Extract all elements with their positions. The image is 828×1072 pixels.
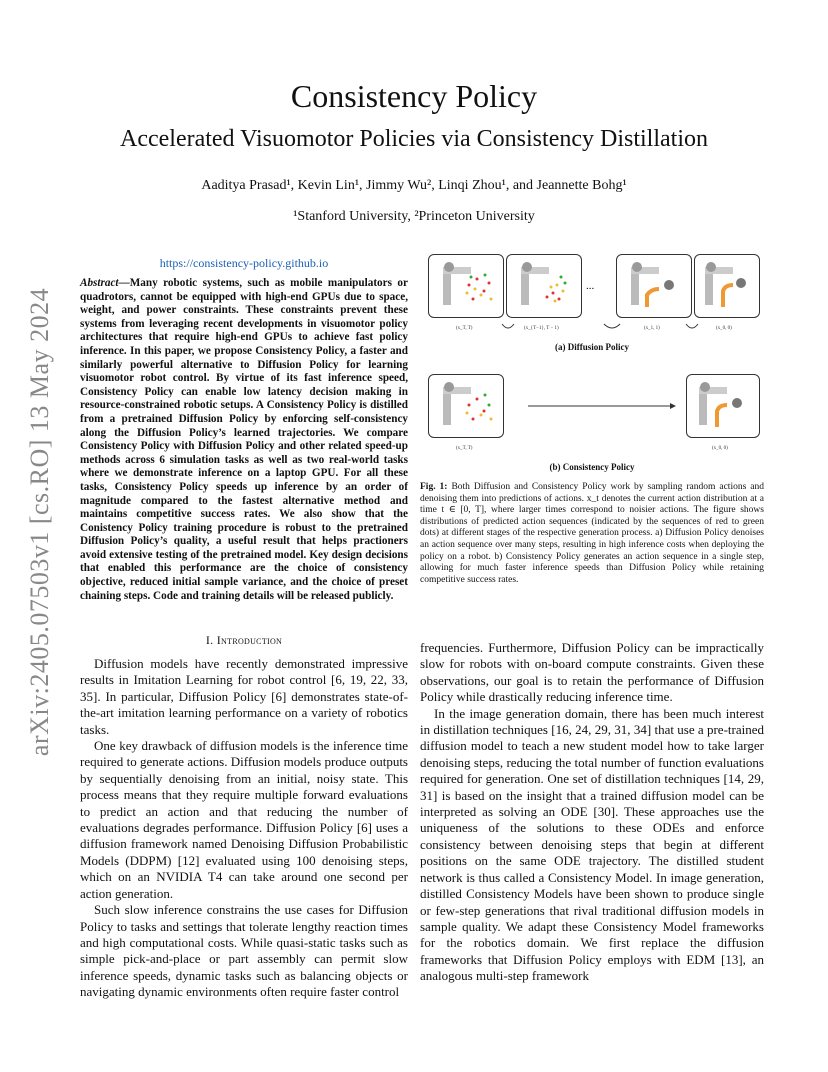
step-label: (x_1, 1) bbox=[644, 326, 660, 331]
paragraph: frequencies. Furthermore, Diffusion Policy can be impractically slow for robots with on-board compute constraints. Given these observations, our goal is to retain the performance of Diffusion Policy while drastically reducing inference time. bbox=[420, 640, 764, 705]
ellipsis: ... bbox=[586, 280, 595, 292]
figure-caption bbox=[420, 482, 764, 586]
step-label: (x_0, 0) bbox=[712, 446, 728, 451]
robot-panel bbox=[428, 254, 504, 318]
robot-arm-icon bbox=[687, 375, 759, 437]
affiliations: ¹Stanford University, ²Princeton University bbox=[293, 209, 535, 224]
robot-panel bbox=[686, 374, 760, 438]
figure-1 bbox=[420, 250, 764, 480]
robot-arm-icon bbox=[695, 255, 759, 317]
paper-subtitle: Accelerated Visuomotor Policies via Consistency Distillation bbox=[119, 126, 708, 152]
robot-panel bbox=[506, 254, 582, 318]
abstract-label: Abstract bbox=[80, 277, 119, 289]
caption-text: Both Diffusion and Consistency Policy work by sampling random actions and denoising them into predictions of actions. x_t denotes the current action distribution at a time t ∈ [0, T], where larger times correspond to noisier actions. The figure shows distributions of predicted action sequences (indicated by the sequences of red to green dots) at different stages of the respective generation process. a) Diffusion Policy denoises an action sequence over many steps, resulting in high inference costs when deploying the policy on a robot. b) Consistency Policy generates an action sequence in a single step, allowing for much faster inference speeds than Diffusion Policy while retaining competitive success rates. bbox=[420, 482, 764, 585]
left-column-body bbox=[80, 656, 408, 1001]
step-label: (x_0, 0) bbox=[716, 326, 732, 331]
step-label: (x_T, T) bbox=[456, 446, 473, 451]
paragraph: Such slow inference constrains the use cases for Diffusion Policy to tasks and settings that tolerate lengthy reaction times and high computational costs. While quasi-static tasks such as simple pick-and-place or part assembly can permit slow inference speeds, dynamic tasks such as balancing objects or navigating dynamic environments often require faster control bbox=[80, 902, 408, 1000]
robot-panel bbox=[616, 254, 692, 318]
robot-arm-icon bbox=[507, 255, 581, 317]
paper-title: Consistency Policy bbox=[290, 78, 538, 114]
paragraph: In the image generation domain, there has been much interest in distillation techniques [16, 24, 29, 31, 34] that use a pre-trained diffusion model to teach a new student model how to take larger denoising steps, reducing the total number of function evaluations required for generation. One set of distillation techniques [14, 29, 31] is based on the insight that a trained diffusion model can be interpreted as solving an ODE [30]. These approaches use the uniqueness of the solutions to these ODEs and enforce consistency between denoising steps that begin at different positions on the same ODE trajectory. The distilled student network is thus called a Consistency Model. In image generation, distilled Consistency Models have been shown to produce single or few-step generations that rival traditional diffusion models in sample quality. We adapt these Consistency Model frameworks for the robotics domain. We first replace the diffusion frameworks that Diffusion Policy employs with EDM [13], an analogous multi-step framework bbox=[420, 705, 764, 984]
section-heading: I. Introduction bbox=[205, 633, 283, 647]
robot-panel bbox=[694, 254, 760, 318]
abstract bbox=[80, 277, 408, 603]
abstract-text: —Many robotic systems, such as mobile manipulators or quadrotors, cannot be equipped with high-end GPUs due to space, weight, and power constraints. These constraints prevent these systems from leveraging recent developments in visuomotor policy architectures that require high-end GPUs to achieve fast policy inference. In this paper, we propose Consistency Policy, a faster and similarly powerful alternative to Diffusion Policy for learning visuomotor robot control. By virtue of its fast inference speed, Consistency Policy can enable low latency decision making in resource-constrained robotic setups. A Consistency Policy is distilled from a pretrained Diffusion Policy by enforcing self-consistency along the Diffusion Policy’s learned trajectories. We compare Consistency Policy with Diffusion Policy and other related speed-up methods across 6 simulation tasks as well as two real-world tasks where we demonstrate inference on a laptop GPU. For all these tasks, Consistency Policy speeds up inference by an order of magnitude compared to the fastest alternative method and maintains competitive success rates. We also show that the Conistency Policy training procedure is robust to the pretrained Diffusion Policy’s quality, a useful result that helps practioners avoid extensive testing of the pretrained model. Key design decisions that enabled this performance are the choice of consistency objective, reduced initial sample variance, and the choice of preset chaining steps. Code and training details will be released publicly. bbox=[80, 277, 408, 602]
step-label: (x_T, T) bbox=[456, 326, 473, 331]
right-column-body bbox=[420, 640, 764, 985]
paragraph: One key drawback of diffusion models is the inference time required to generate actions. Diffusion models produce outputs by sequentially denoising from an initial, noisy state. This process means that they require multiple forward evaluations to predict an action and that reducing the number of evaluations degrades performance. Diffusion Policy [6] uses a diffusion framework named Denoising Diffusion Probabilistic Models (DDPM) [12] evaluated using 100 denoising steps, which on an NVIDIA T4 can take around one second per action generation. bbox=[80, 738, 408, 901]
subfigure-caption: (a) Diffusion Policy bbox=[555, 342, 629, 352]
step-label: (x_{T−1}, T − 1) bbox=[524, 326, 559, 331]
robot-arm-icon bbox=[617, 255, 691, 317]
robot-arm-icon bbox=[429, 255, 503, 317]
caption-label: Fig. 1: bbox=[420, 482, 448, 492]
project-link[interactable]: https://consistency-policy.github.io bbox=[159, 256, 329, 270]
subfigure-caption: (b) Consistency Policy bbox=[549, 462, 635, 472]
author-list: Aaditya Prasad¹, Kevin Lin¹, Jimmy Wu², Linqi Zhou¹, and Jeannette Bohg¹ bbox=[201, 178, 627, 193]
paragraph: Diffusion models have recently demonstrated impressive results in Imitation Learning for robot control [6, 19, 22, 33, 35]. In particular, Diffusion Policy [6] demonstrates state-of-the-art imitation learning performance on a variety of robotics tasks. bbox=[80, 656, 408, 737]
arxiv-identifier: arXiv:2405.07503v1 [cs.RO] 13 May 2024 bbox=[25, 287, 54, 757]
